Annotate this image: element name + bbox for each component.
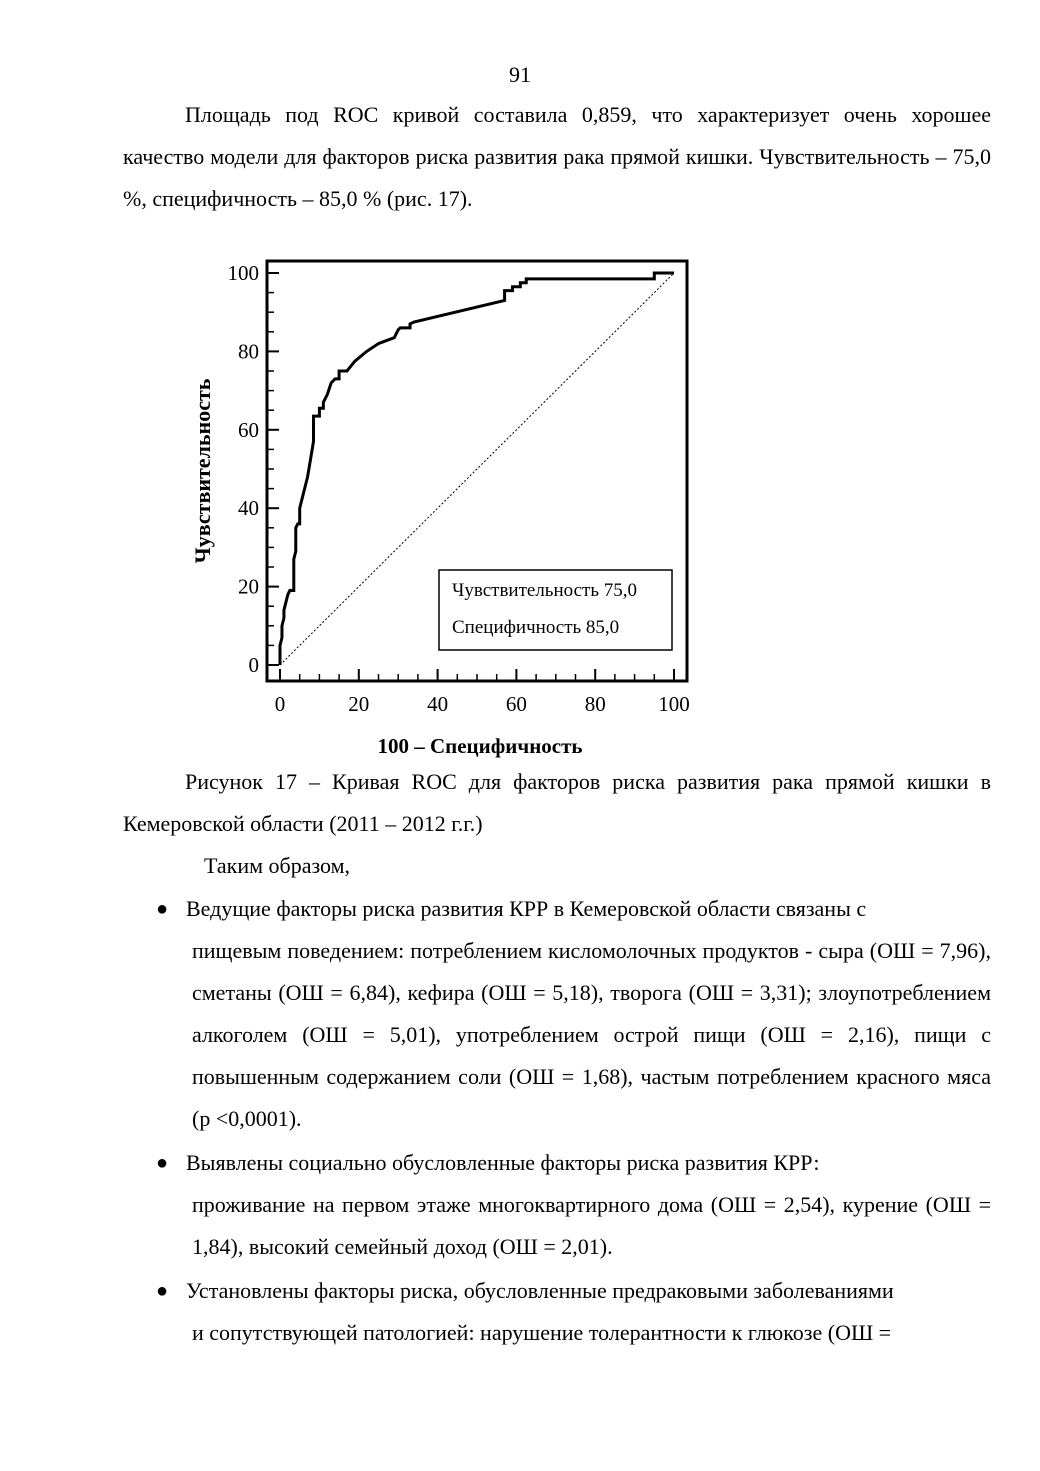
- y-tick-label: 40: [238, 496, 259, 521]
- page-number: 91: [509, 62, 531, 87]
- y-tick-label: 60: [238, 417, 259, 442]
- y-axis-title: Чувствительность: [190, 378, 215, 564]
- bullet-icon: ●: [156, 1280, 169, 1302]
- figure-caption: [123, 761, 991, 845]
- x-axis-title: 100 – Специфичность: [377, 734, 583, 758]
- x-tick-label: 100: [658, 692, 690, 716]
- conclusion-intro: Таким образом,: [204, 853, 351, 878]
- bullet-continuation: проживание на первом этаже многоквартирного дома (ОШ = 2,54), курение (ОШ = 1,84), высокий семейный доход (ОШ = 2,01).: [192, 1192, 991, 1259]
- bullet-icon: ●: [156, 898, 169, 920]
- legend-entry: Чувствительность 75,0: [452, 580, 638, 601]
- list-item: [156, 888, 991, 1140]
- y-tick-label: 0: [248, 653, 259, 677]
- x-tick-label: 20: [348, 692, 370, 716]
- roc-chart: [180, 250, 720, 760]
- y-tick-label: 100: [227, 261, 259, 285]
- legend-entry: Специфичность 85,0: [452, 617, 620, 638]
- conclusion-list: [0, 888, 1040, 1356]
- bullet-first-line: Установлены факторы риска, обусловленные предраковыми заболеваниями: [186, 1278, 894, 1303]
- figure-caption-text: Рисунок 17 – Кривая ROC для факторов риска развития рака прямой кишки в Кемеровской области (2011 – 2012 г.г.): [123, 769, 991, 836]
- bullet-continuation: и сопутствующей патологией: нарушение толерантности к глюкозе (ОШ =: [192, 1320, 892, 1345]
- y-tick-label: 80: [238, 339, 259, 364]
- intro-paragraph: [123, 94, 991, 220]
- bullet-first-line: Выявлены социально обусловленные факторы риска развития КРР:: [186, 1150, 820, 1175]
- x-tick-label: 60: [505, 692, 527, 716]
- y-tick-label: 20: [238, 574, 259, 599]
- list-item: [156, 1270, 991, 1354]
- x-tick-label: 0: [274, 692, 286, 716]
- bullet-first-line: Ведущие факторы риска развития КРР в Кемеровской области связаны с: [186, 896, 867, 921]
- bullet-continuation: пищевым поведением: потреблением кисломолочных продуктов - сыра (ОШ = 7,96), сметаны (ОШ = 6,84), кефира (ОШ = 5,18), творога (ОШ = 3,31); злоупотреблением алкоголем (ОШ = 5,01), употреблением острой пищи (ОШ = 2,16), пищи с повышенным содержанием соли (ОШ = 1,68), частым потреблением красного мяса (р <0,0001).: [192, 938, 991, 1131]
- bullet-icon: ●: [156, 1152, 169, 1174]
- list-item: [156, 1142, 991, 1268]
- x-tick-label: 40: [427, 692, 449, 716]
- intro-text: Площадь под ROC кривой составила 0,859, что характеризует очень хорошее качество модели для факторов риска развития рака прямой кишки. Чувствительность – 75,0 %, специфичность – 85,0 % (рис. 17).: [123, 102, 991, 211]
- x-tick-label: 80: [584, 692, 606, 716]
